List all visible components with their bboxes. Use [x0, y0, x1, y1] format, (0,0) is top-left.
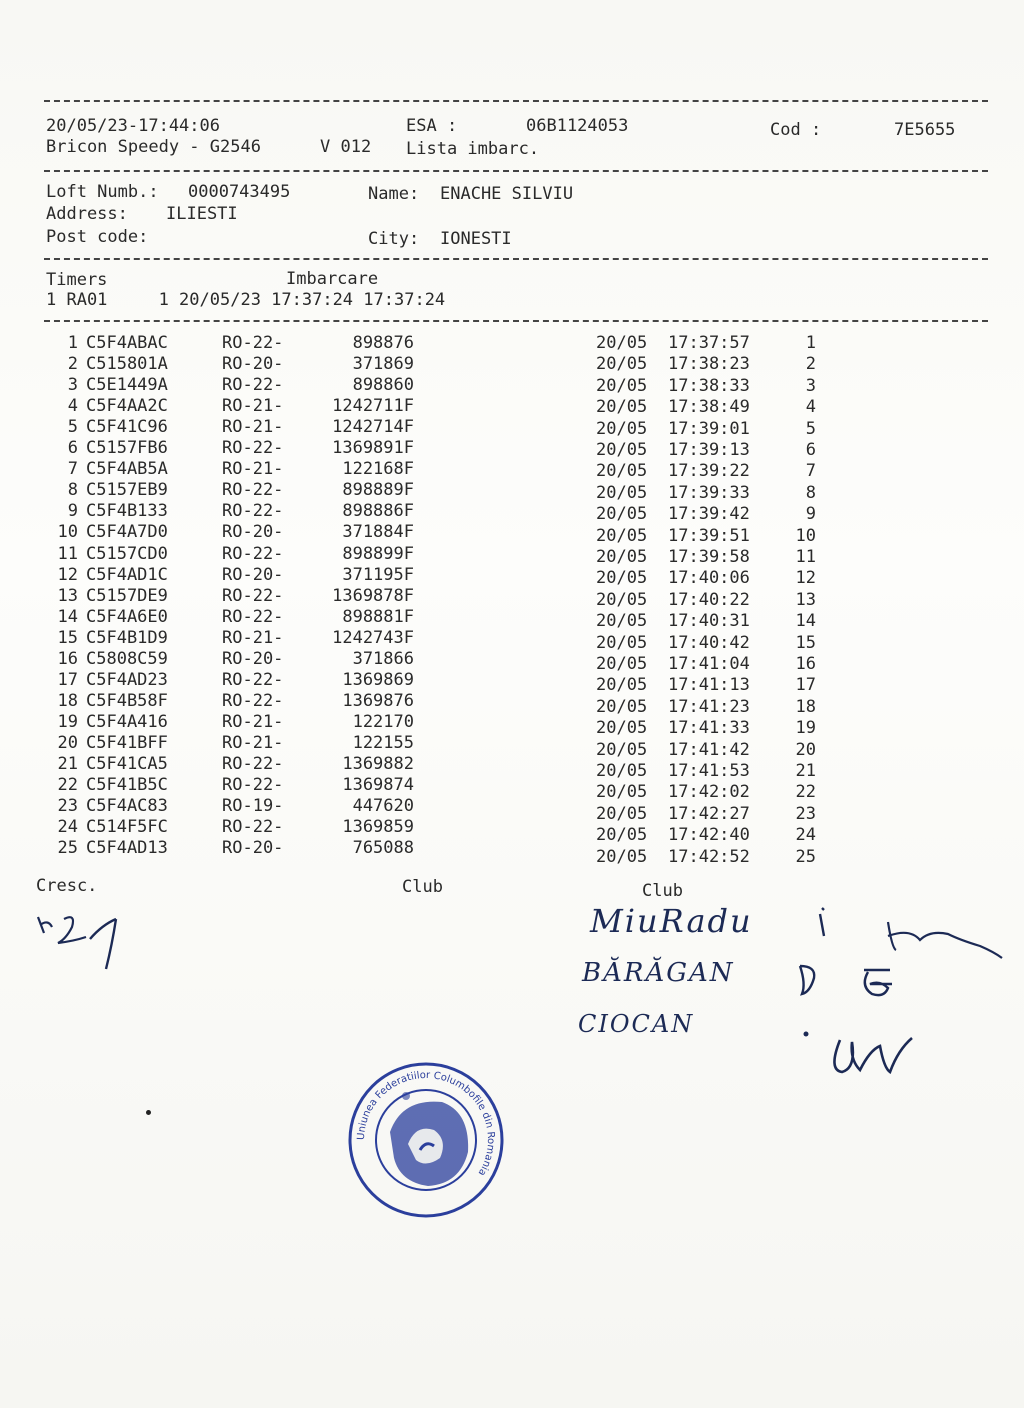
separator-line [44, 170, 988, 172]
ring-code: C5F4B133 [86, 501, 168, 522]
row-index: 17 [57, 669, 78, 690]
ring-number: 1242711F [332, 396, 414, 417]
arrival-date: 20/05 [596, 782, 648, 803]
ring-number: 898899F [342, 543, 414, 564]
row-index: 12 [57, 564, 78, 585]
arrival-date: 20/05 [596, 589, 648, 610]
ring-code: C5F4A7D0 [86, 522, 168, 543]
position-number: 6 [805, 440, 816, 460]
list-row [0, 501, 1024, 525]
row-index: 11 [57, 543, 78, 564]
ring-code: C5157DE9 [86, 585, 168, 606]
ring-code: C5F4B58F [86, 690, 168, 711]
list-row [0, 669, 1024, 696]
list-row [0, 711, 1024, 739]
arrival-date: 20/05 [596, 611, 648, 632]
ring-code: C5157CD0 [86, 543, 168, 564]
cresc-label: Cresc. [36, 876, 98, 896]
arrival-time: 17:38:33 [668, 375, 750, 396]
address-label: Address: [46, 204, 128, 224]
ring-code: C5F4AD23 [86, 669, 168, 690]
row-index: 7 [67, 459, 78, 480]
position-number: 20 [795, 739, 816, 760]
print-datetime: 20/05/23-17:44:06 [46, 116, 220, 136]
ring-number: 1369874 [342, 775, 414, 796]
ring-country-year: RO-22- [222, 543, 284, 564]
position-number: 11 [795, 547, 816, 567]
timers-label: Timers [46, 270, 108, 290]
list-row [0, 585, 1024, 610]
ring-country-year: RO-22- [222, 585, 284, 606]
ring-country-year: RO-22- [222, 333, 284, 353]
arrival-date: 20/05 [596, 718, 648, 739]
ring-number: 898876 [352, 333, 414, 353]
ring-number: 1242714F [332, 417, 414, 438]
arrival-time: 17:37:57 [668, 333, 750, 353]
arrival-date: 20/05 [596, 504, 648, 525]
list-row [0, 333, 1024, 354]
row-index: 25 [57, 838, 78, 859]
ring-code: C5F4AC83 [86, 796, 168, 817]
imbarcare-label: Imbarcare [286, 269, 379, 289]
post-code-label: Post code: [46, 227, 149, 247]
row-index: 9 [67, 501, 78, 522]
separator-line [44, 100, 988, 102]
arrival-date: 20/05 [596, 333, 648, 353]
row-index: 20 [57, 732, 78, 753]
list-row [0, 480, 1024, 501]
ring-country-year: RO-20- [222, 564, 284, 585]
ring-country-year: RO-21- [222, 459, 284, 480]
arrival-time: 17:38:49 [668, 397, 750, 418]
ring-number: 765088 [352, 838, 414, 859]
ring-number: 371884F [342, 522, 414, 543]
position-number: 8 [805, 482, 816, 503]
row-index: 24 [57, 817, 78, 838]
ring-code: C515801A [86, 354, 168, 375]
row-index: 2 [67, 354, 78, 375]
ring-country-year: RO-22- [222, 775, 284, 796]
position-number: 16 [795, 654, 816, 674]
list-row [0, 648, 1024, 674]
arrival-date: 20/05 [596, 547, 648, 567]
separator-line [44, 258, 988, 260]
arrival-date: 20/05 [596, 803, 648, 824]
ring-number: 122155 [352, 732, 414, 753]
row-index: 21 [57, 754, 78, 774]
club-signatures [780, 900, 1010, 1090]
ink-dot [146, 1110, 151, 1115]
arrival-date: 20/05 [596, 654, 648, 674]
handwritten-name-3: CIOCAN [578, 1010, 695, 1038]
ring-number: 371869 [352, 354, 414, 375]
handwritten-name-1: MiuRadu [590, 902, 753, 940]
ring-country-year: RO-22- [222, 669, 284, 690]
ring-country-year: RO-21- [222, 711, 284, 732]
svg-text:Uniunea Federatiilor Columbofi: Uniunea Federatiilor Columbofile din Romania [355, 1069, 497, 1178]
arrival-date: 20/05 [596, 568, 648, 589]
list-row [0, 396, 1024, 417]
ring-code: C5808C59 [86, 648, 168, 669]
list-row [0, 838, 1024, 867]
arrival-date: 20/05 [596, 397, 648, 418]
list-row [0, 796, 1024, 824]
timer-line: 1 RA01 1 20/05/23 17:37:24 17:37:24 [46, 290, 446, 310]
ring-number: 1369891F [332, 438, 414, 459]
position-number: 23 [795, 803, 816, 824]
arrival-date: 20/05 [596, 761, 648, 781]
arrival-date: 20/05 [596, 354, 648, 375]
arrival-time: 17:41:04 [668, 654, 750, 674]
arrival-date: 20/05 [596, 696, 648, 717]
arrival-date: 20/05 [596, 375, 648, 396]
ring-code: C5F41BFF [86, 732, 168, 753]
arrival-time: 17:41:23 [668, 696, 750, 717]
ring-number: 898886F [342, 501, 414, 522]
row-index: 5 [67, 417, 78, 438]
ring-code: C5F4B1D9 [86, 627, 168, 648]
position-number: 25 [795, 846, 816, 867]
arrival-date: 20/05 [596, 846, 648, 867]
list-row [0, 522, 1024, 546]
ring-code: C5F4AB5A [86, 459, 168, 480]
separator-line [44, 320, 988, 322]
ring-country-year: RO-19- [222, 796, 284, 817]
ring-country-year: RO-21- [222, 396, 284, 417]
row-index: 14 [57, 606, 78, 627]
club-label: Club [402, 877, 443, 897]
arrival-date: 20/05 [596, 525, 648, 546]
arrival-time: 17:39:58 [668, 547, 750, 567]
ring-number: 898860 [352, 375, 414, 396]
position-number: 17 [795, 675, 816, 696]
position-number: 9 [805, 504, 816, 525]
loft-label: Loft Numb.: [46, 182, 159, 202]
row-index: 18 [57, 690, 78, 711]
arrival-time: 17:42:27 [668, 803, 750, 824]
arrival-time: 17:39:22 [668, 461, 750, 482]
address-value: ILIESTI [166, 204, 238, 224]
row-index: 8 [67, 480, 78, 501]
name-label: Name: [368, 184, 420, 204]
arrival-date: 20/05 [596, 739, 648, 760]
row-index: 1 [67, 333, 78, 353]
ring-code: C514F5FC [86, 817, 168, 838]
esa-value: 06B1124053 [526, 116, 629, 136]
row-index: 13 [57, 585, 78, 606]
list-row [0, 627, 1024, 653]
position-number: 19 [795, 718, 816, 739]
ring-country-year: RO-22- [222, 754, 284, 774]
row-index: 4 [67, 396, 78, 417]
list-row [0, 817, 1024, 846]
row-index: 16 [57, 648, 78, 669]
ring-country-year: RO-21- [222, 627, 284, 648]
ring-number: 1242743F [332, 627, 414, 648]
ring-country-year: RO-22- [222, 606, 284, 627]
list-row [0, 375, 1024, 396]
ring-number: 1369878F [332, 585, 414, 606]
ring-number: 898889F [342, 480, 414, 501]
owner-name: ENACHE SILVIU [440, 184, 574, 204]
arrival-date: 20/05 [596, 825, 648, 846]
arrival-time: 17:41:42 [668, 739, 750, 760]
arrival-date: 20/05 [596, 440, 648, 460]
ring-number: 898881F [342, 606, 414, 627]
ring-code: C5F4AA2C [86, 396, 168, 417]
position-number: 4 [805, 397, 816, 418]
ring-code: C5157FB6 [86, 438, 168, 459]
esa-label: ESA : [406, 116, 458, 136]
list-row [0, 438, 1024, 459]
list-row [0, 732, 1024, 760]
arrival-time: 17:41:53 [668, 761, 750, 781]
ring-country-year: RO-20- [222, 522, 284, 543]
device-name: Bricon Speedy - G2546 [46, 137, 261, 157]
arrival-time: 17:39:01 [668, 418, 750, 439]
handwritten-name-2: BĂRĂGAN [582, 958, 735, 988]
position-number: 24 [795, 825, 816, 846]
row-index: 3 [67, 375, 78, 396]
position-number: 14 [795, 611, 816, 632]
device-version: V 012 [320, 137, 372, 157]
list-row [0, 544, 1024, 565]
ring-code: C5157EB9 [86, 480, 168, 501]
arrival-date: 20/05 [596, 418, 648, 439]
ring-number: 1369859 [342, 817, 414, 838]
arrival-time: 17:40:31 [668, 611, 750, 632]
ring-number: 371866 [352, 648, 414, 669]
arrival-date: 20/05 [596, 482, 648, 503]
list-row [0, 775, 1024, 803]
arrival-time: 17:40:22 [668, 589, 750, 610]
ring-code: C5F41C96 [86, 417, 168, 438]
position-number: 12 [795, 568, 816, 589]
ring-country-year: RO-20- [222, 838, 284, 859]
arrival-time: 17:42:40 [668, 825, 750, 846]
list-row [0, 417, 1024, 438]
arrival-time: 17:41:33 [668, 718, 750, 739]
arrival-time: 17:39:51 [668, 525, 750, 546]
ring-country-year: RO-22- [222, 501, 284, 522]
ring-code: C5F4A416 [86, 711, 168, 732]
row-index: 6 [67, 438, 78, 459]
cod-value: 7E5655 [894, 120, 956, 140]
ring-country-year: RO-22- [222, 438, 284, 459]
position-number: 1 [805, 333, 816, 353]
arrival-date: 20/05 [596, 461, 648, 482]
list-row [0, 690, 1024, 717]
ring-number: 1369876 [342, 690, 414, 711]
row-index: 15 [57, 627, 78, 648]
ring-country-year: RO-22- [222, 690, 284, 711]
ring-code: C5F4A6E0 [86, 606, 168, 627]
arrival-time: 17:40:42 [668, 632, 750, 653]
ring-code: C5F4ABAC [86, 333, 168, 353]
list-row [0, 754, 1024, 781]
list-row [0, 459, 1024, 480]
ring-number: 122168F [342, 459, 414, 480]
ring-country-year: RO-21- [222, 732, 284, 753]
arrival-time: 17:39:13 [668, 440, 750, 460]
arrival-time: 17:39:33 [668, 482, 750, 503]
list-row [0, 354, 1024, 375]
ring-number: 371195F [342, 564, 414, 585]
ring-number: 447620 [352, 796, 414, 817]
row-index: 22 [57, 775, 78, 796]
ring-code: C5F4AD1C [86, 564, 168, 585]
position-number: 10 [795, 525, 816, 546]
ring-number: 1369869 [342, 669, 414, 690]
position-number: 13 [795, 589, 816, 610]
arrival-time: 17:41:13 [668, 675, 750, 696]
list-row [0, 606, 1024, 632]
row-index: 10 [57, 522, 78, 543]
ring-country-year: RO-20- [222, 354, 284, 375]
position-number: 21 [795, 761, 816, 781]
ring-number: 1369882 [342, 754, 414, 774]
ring-code: C5F4AD13 [86, 838, 168, 859]
row-index: 19 [57, 711, 78, 732]
arrival-time: 17:39:42 [668, 504, 750, 525]
city-label: City: [368, 229, 420, 249]
ring-code: C5E1449A [86, 375, 168, 396]
ring-code: C5F41B5C [86, 775, 168, 796]
ring-code: C5F41CA5 [86, 754, 168, 774]
position-number: 7 [805, 461, 816, 482]
row-index: 23 [57, 796, 78, 817]
ring-country-year: RO-22- [222, 480, 284, 501]
arrival-time: 17:42:52 [668, 846, 750, 867]
arrival-time: 17:40:06 [668, 568, 750, 589]
ring-country-year: RO-21- [222, 417, 284, 438]
ring-country-year: RO-22- [222, 375, 284, 396]
club-label-second: Club [642, 881, 683, 901]
city-value: IONESTI [440, 229, 512, 249]
arrival-date: 20/05 [596, 632, 648, 653]
ring-country-year: RO-22- [222, 817, 284, 838]
list-title: Lista imbarc. [406, 139, 540, 159]
grower-signature [30, 905, 130, 975]
position-number: 5 [805, 418, 816, 439]
arrival-time: 17:38:23 [668, 354, 750, 375]
ring-country-year: RO-20- [222, 648, 284, 669]
position-number: 15 [795, 632, 816, 653]
position-number: 3 [805, 375, 816, 396]
arrival-time: 17:42:02 [668, 782, 750, 803]
cod-label: Cod : [770, 120, 822, 140]
federation-stamp-logo [346, 1060, 506, 1220]
position-number: 2 [805, 354, 816, 375]
position-number: 18 [795, 696, 816, 717]
ring-number: 122170 [352, 711, 414, 732]
arrival-date: 20/05 [596, 675, 648, 696]
position-number: 22 [795, 782, 816, 803]
loft-number: 0000743495 [188, 182, 291, 202]
list-row [0, 564, 1024, 589]
